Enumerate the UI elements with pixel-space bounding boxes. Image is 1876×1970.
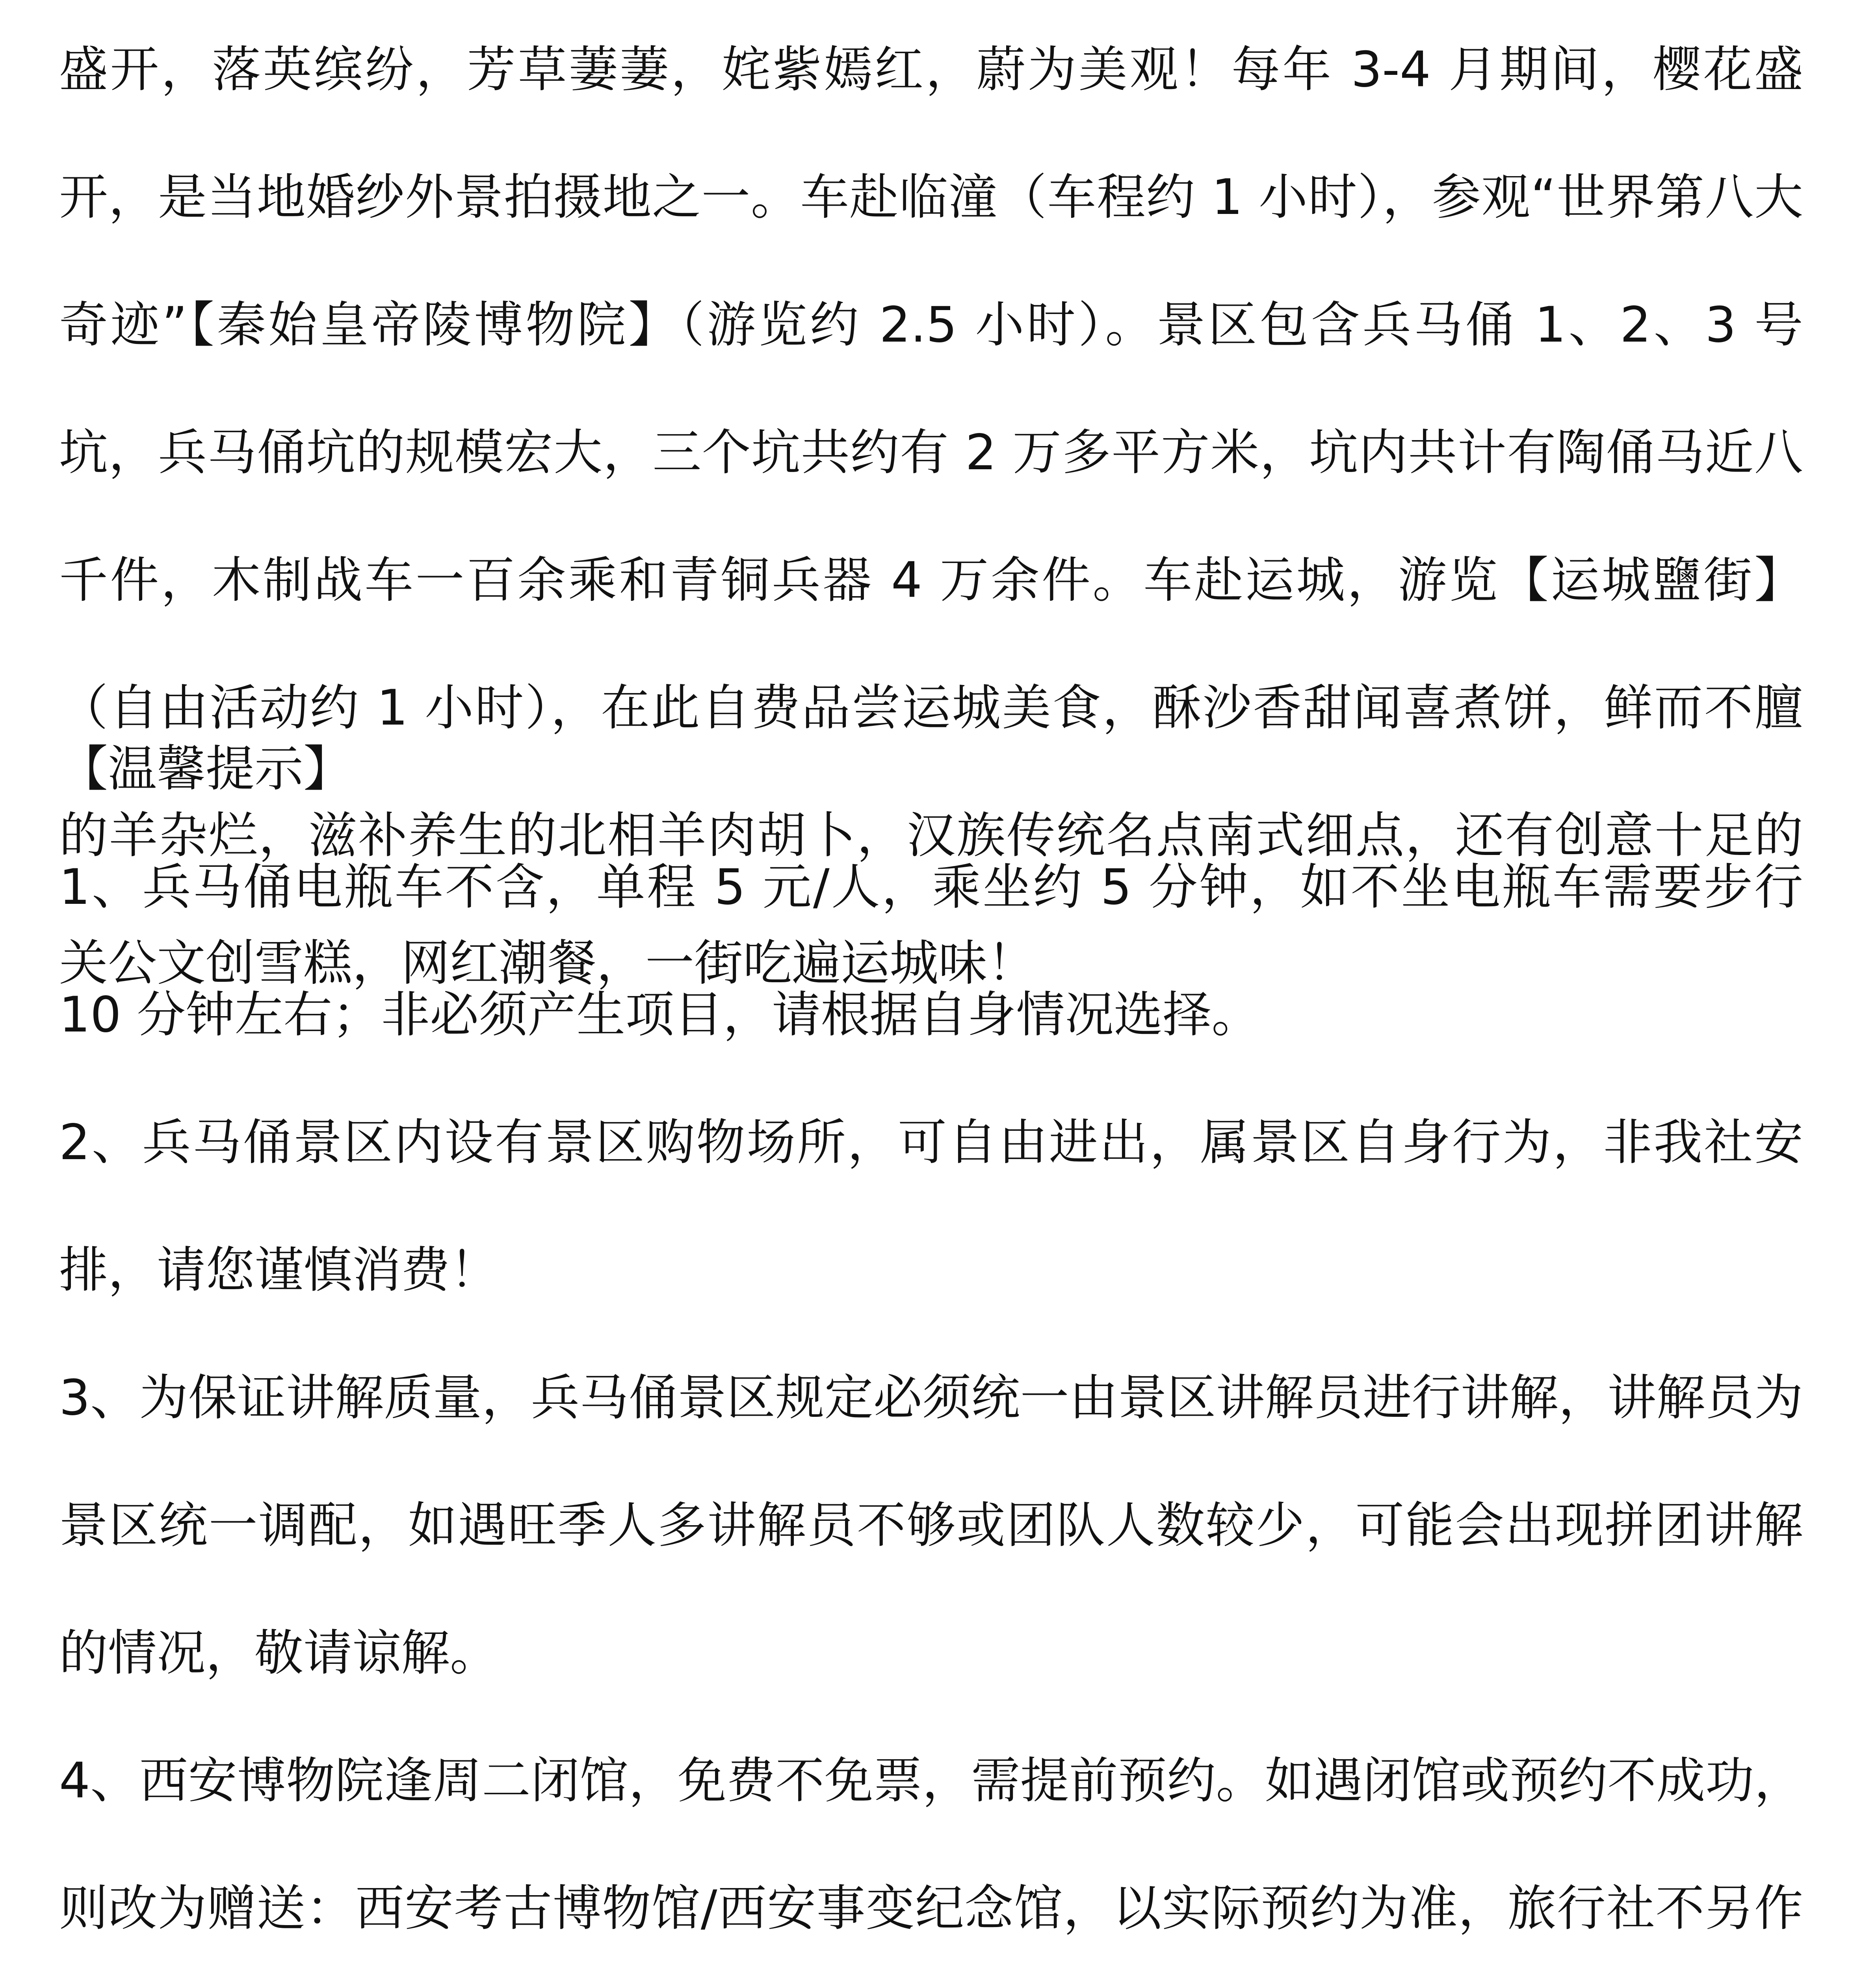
tips-heading: 【温馨提示】 bbox=[59, 741, 353, 797]
tip-item: 3、为保证讲解质量，兵马俑景区规定必须统一由景区讲解员进行讲解，讲解员为景区统一调配，如遇旺季人多讲解员不够或团队人数较少，可能会出现拼团讲解的情况，敬请谅解。 bbox=[59, 1370, 1803, 1682]
tips-list bbox=[59, 823, 1803, 1970]
tip-item: 4、西安博物院逢周二闭馆，免费不免票，需提前预约。如遇闭馆或预约不成功，则改为赠送：西安考古博物馆/西安事变纪念馆，以实际预约为准，旅行社不另作 bbox=[59, 1753, 1803, 1937]
intro-paragraph: 盛开，落英缤纷，芳草萋萋，姹紫嫣红，蔚为美观！每年 3-4 月期间，樱花盛开，是当地婚纱外景拍摄地之一。车赴临潼（车程约 1 小时），参观“世界第八大奇迹”【秦始皇帝陵博物院】（游览约 2.5 小时）。景区包含兵马俑 1、2、3 号坑，兵马俑坑的规模宏大，三个坑共约有 2 万多平方米，坑内共计有陶俑马近八千件，木制战车一百余乘和青铜兵器 4 万余件。车赴运城，游览【运城鹽街】（自由活动约 1 小时），在此自费品尝运城美食，酥沙香甜闻喜煮饼，鲜而不膻的羊杂烂，滋补养生的北相羊肉胡卜，汉族传统名点南式细点，还有创意十足的关公文创雪糕，网红潮餐，一街吃遍运城味！ bbox=[59, 41, 1803, 992]
tip-item: 2、兵马俑景区内设有景区购物场所，可自由进出，属景区自身行为，非我社安排，请您谨慎消费！ bbox=[59, 1114, 1803, 1299]
tip-item: 1、兵马俑电瓶车不含，单程 5 元/人，乘坐约 5 分钟，如不坐电瓶车需要步行 10 分钟左右；非必须产生项目，请根据自身情况选择。 bbox=[59, 859, 1803, 1043]
day-title bbox=[59, 1966, 1803, 1970]
